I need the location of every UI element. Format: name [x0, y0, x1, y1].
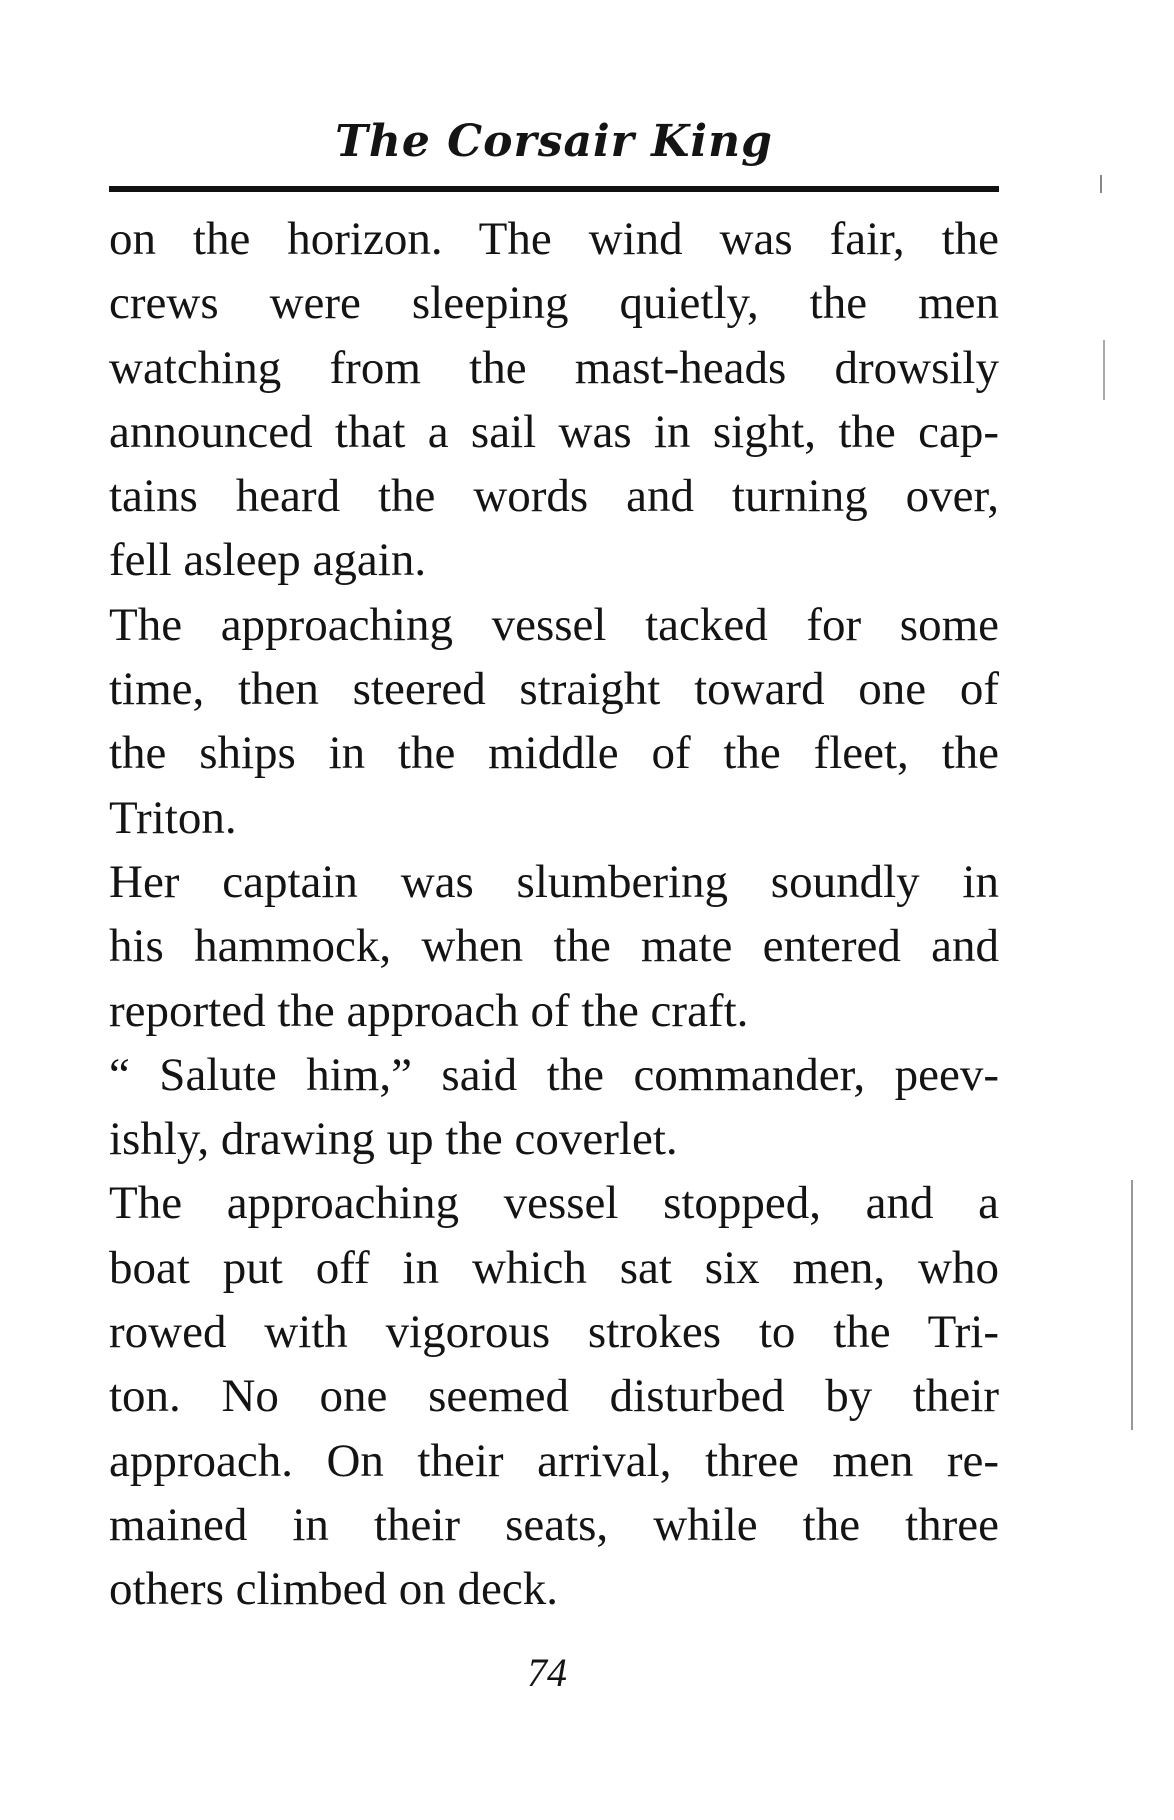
- text-line: tains heard the words and turning over,: [109, 470, 999, 523]
- text-line: time, then steered straight toward one of: [109, 663, 999, 716]
- text-line: ishly, drawing up the coverlet.: [109, 1113, 678, 1166]
- text-line: announced that a sail was in sight, the cap-: [109, 405, 999, 458]
- text-line: rowed with vigorous strokes to the Tri-: [109, 1306, 999, 1359]
- text-line: his hammock, when the mate entered and: [109, 920, 999, 973]
- page-number: 74: [527, 1650, 567, 1695]
- text-line: The approaching vessel stopped, and a: [109, 1177, 999, 1230]
- text-line: boat put off in which sat six men, who: [109, 1241, 999, 1294]
- text-line: reported the approach of the craft.: [109, 984, 749, 1037]
- text-line: watching from the mast-heads drowsily: [109, 341, 999, 394]
- text-line: “ Salute him,” said the commander, peev-: [109, 1048, 999, 1101]
- text-line: Her captain was slumbering soundly in: [109, 855, 999, 908]
- text-line: others climbed on deck.: [109, 1563, 558, 1616]
- text-line: ton. No one seemed disturbed by their: [109, 1370, 999, 1423]
- body-text: [109, 207, 999, 1622]
- scan-artifact: [1131, 1180, 1133, 1430]
- text-line: on the horizon. The wind was fair, the: [109, 213, 999, 265]
- text-line: approach. On their arrival, three men re-: [109, 1434, 999, 1487]
- running-head: The Corsair King: [335, 116, 773, 167]
- text-line: crews were sleeping quietly, the men: [109, 277, 999, 330]
- text-line: the ships in the middle of the fleet, the: [109, 727, 999, 780]
- text-line: fell asleep again.: [109, 534, 427, 587]
- scan-artifact: [1100, 175, 1102, 193]
- text-line: Triton.: [109, 791, 237, 844]
- header-rule: [109, 186, 999, 192]
- scan-artifact: [1103, 340, 1105, 400]
- text-line: mained in their seats, while the three: [109, 1498, 999, 1551]
- text-line: The approaching vessel tacked for some: [109, 598, 999, 651]
